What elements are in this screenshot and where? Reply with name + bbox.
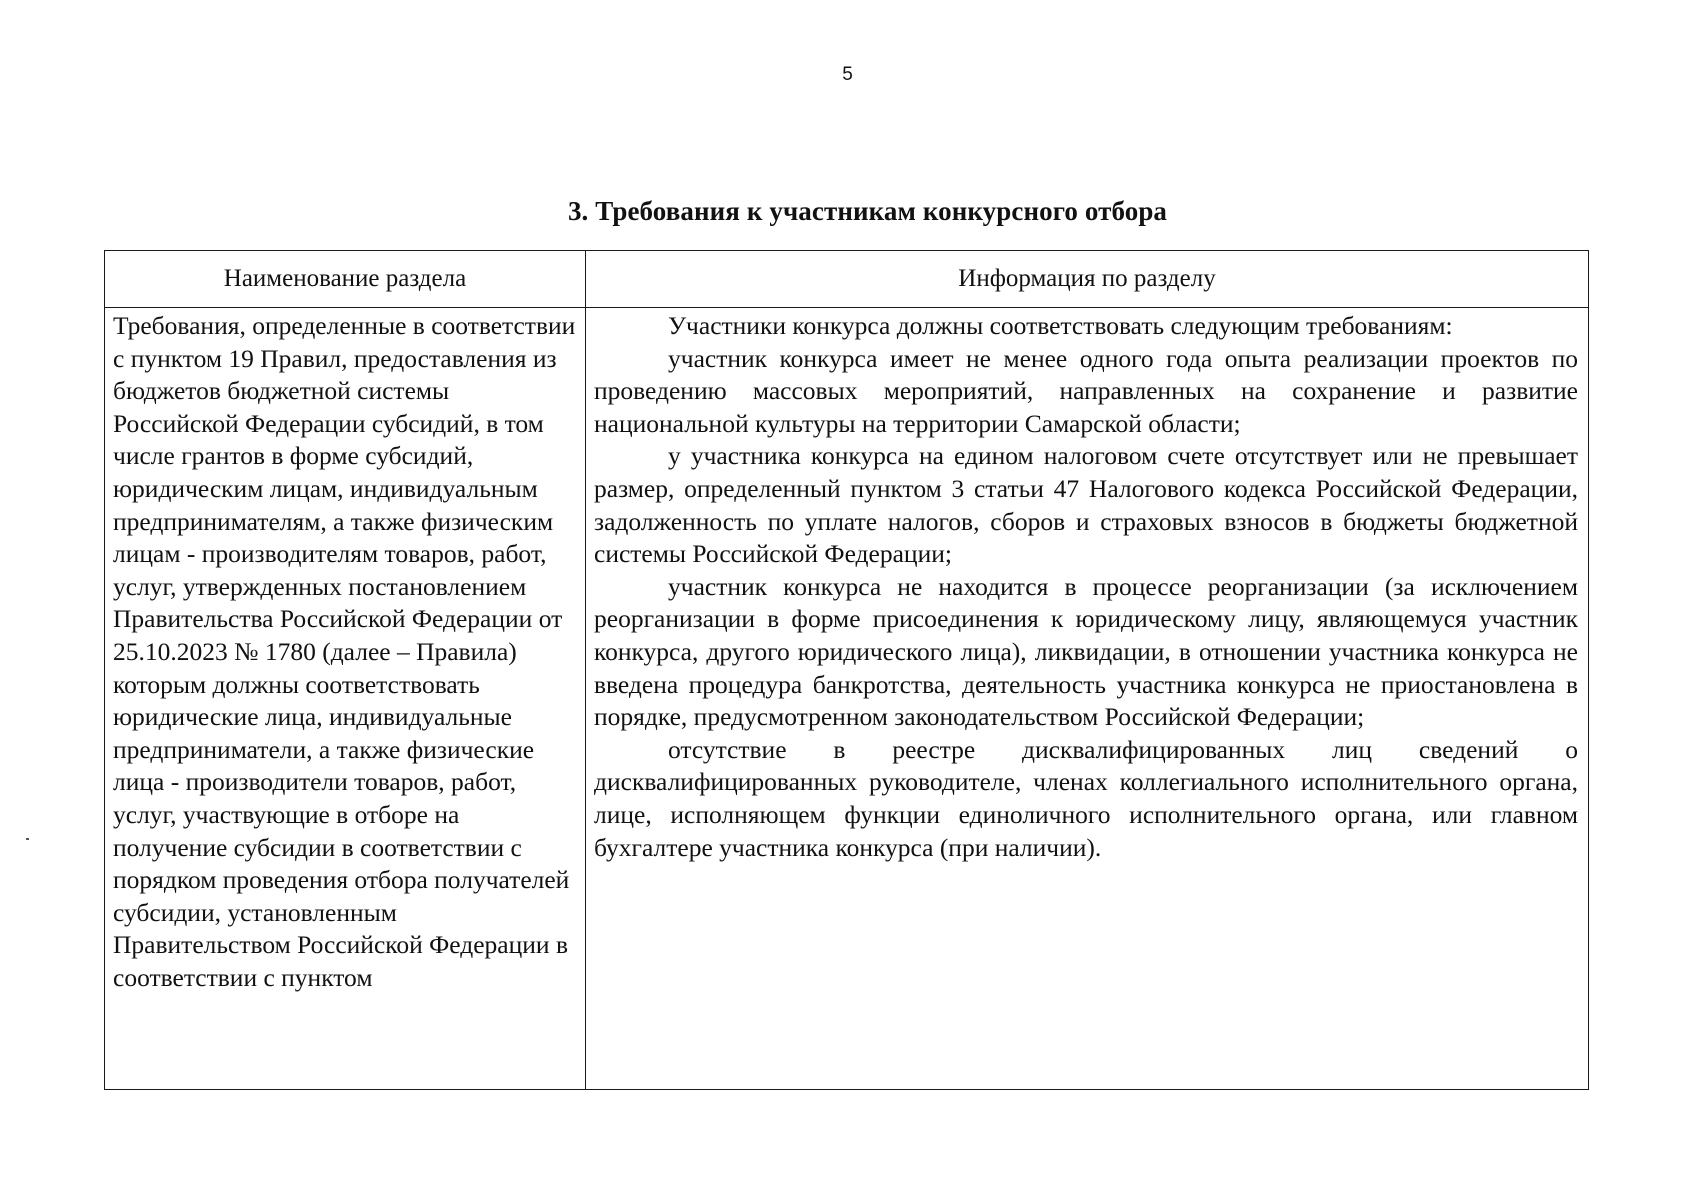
header-section-name: Наименование раздела bbox=[105, 251, 586, 308]
table-header-row bbox=[105, 251, 1589, 308]
requirements-table bbox=[104, 250, 1589, 1090]
section-info-cell bbox=[586, 308, 1589, 1090]
info-paragraph-intro: Участники конкурса должны соответствовать следующим требованиям: bbox=[668, 311, 1453, 340]
info-paragraph-reorganization: участник конкурса не находится в процессе реорганизации (за исключением реорганизации в форме присоединения к юридическому лицу, являющемуся участник конкурса, другого юридического лица), ликвидации, в отношении участника конкурса не введена процедура банкротства, деятельность участника конкурса не приостановлена в порядке, предусмотренном законодательством Российской Федерации; bbox=[594, 571, 1578, 732]
info-paragraph-disqualification: отсутствие в реестре дисквалифицированных лиц сведений о дисквалифицированных руководителе, членах коллегиального исполнительного органа, лице, исполняющем функции единоличного исполнительного органа, или главном бухгалтере участника конкурса (при наличии). bbox=[594, 734, 1578, 862]
info-paragraph-tax-debt: у участника конкурса на едином налоговом счете отсутствует или не превышает размер, определенный пунктом 3 статьи 47 Налогового кодекса Российской Федерации, задолженность по уплате налогов, сборов и страховых взносов в бюджеты бюджетной системы Российской Федерации; bbox=[594, 441, 1578, 569]
info-paragraph-experience: участник конкурса имеет не менее одного года опыта реализации проектов по проведению массовых мероприятий, направленных на сохранение и развитие национальной культуры на территории Самарской области; bbox=[594, 343, 1578, 438]
table-row bbox=[105, 308, 1589, 1090]
section-name-cell: Требования, определенные в соответствии с пунктом 19 Правил, предоставления из бюджетов бюджетной системы Российской Федерации субсидий, в том числе грантов в форме субсидий, юридическим лицам, индивидуальным предпринимателям, а также физическим лицам - производителям товаров, работ, услуг, утвержденных постановлением Правительства Российской Федерации от 25.10.2023 № 1780 (далее – Правила) которым должны соответствовать юридические лица, индивидуальные предприниматели, а также физические лица - производители товаров, работ, услуг, участвующие в отборе на получение субсидии в соответствии с порядком проведения отбора получателей субсидии, установленным Правительством Российской Федерации в соответствии с пунктом bbox=[105, 308, 586, 1090]
section-title: 3. Требования к участникам конкурсного отбора bbox=[567, 196, 1168, 226]
page-number: 5 bbox=[842, 64, 853, 85]
header-section-info: Информация по разделу bbox=[586, 251, 1589, 308]
scan-margin-mark bbox=[26, 838, 29, 840]
